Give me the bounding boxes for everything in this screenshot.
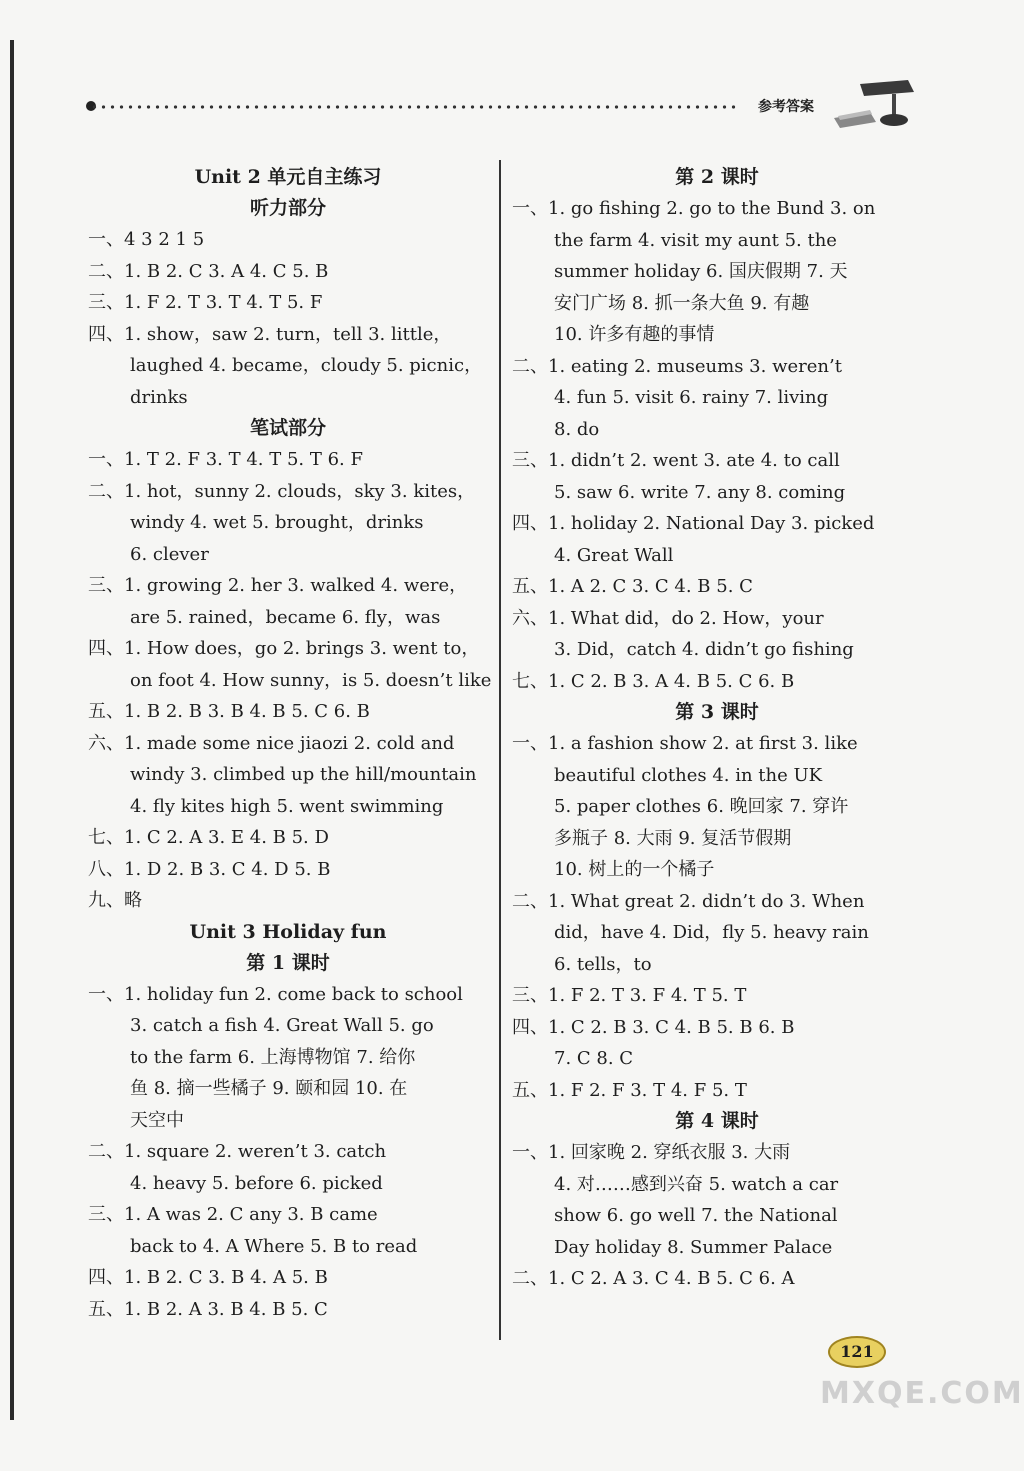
- answer-line: 二、1. eating 2. museums 3. weren’t: [512, 355, 842, 377]
- answer-line: 三、1. F 2. T 3. T 4. T 5. F: [88, 292, 323, 313]
- answer-line-continued: 6. tells，to: [554, 953, 652, 975]
- answer-line: 一、1. a fashion show 2. at first 3. like: [512, 733, 858, 754]
- answer-line: 七、1. C 2. A 3. E 4. B 5. D: [88, 827, 329, 848]
- answer-line-continued: back to 4. A Where 5. B to read: [130, 1235, 418, 1257]
- answer-line: 五、1. B 2. B 3. B 4. B 5. C 6. B: [88, 701, 370, 722]
- answer-line-continued: 多瓶子 8. 大雨 9. 复活节假期: [554, 827, 792, 849]
- column-divider: [499, 160, 501, 1340]
- answer-line: 四、1. show，saw 2. turn，tell 3. little，: [88, 323, 452, 345]
- page-edge-bar: [10, 40, 14, 1420]
- answer-line: 四、1. How does，go 2. brings 3. went to，: [88, 638, 480, 659]
- answer-line: 三、1. didn’t 2. went 3. ate 4. to call: [512, 450, 840, 471]
- answer-line-continued: 8. do: [554, 418, 600, 440]
- section-title: 第 4 课时: [675, 1110, 759, 1132]
- answer-line-continued: 4. 对……感到兴奋 5. watch a car: [554, 1173, 839, 1195]
- answer-line: 五、1. A 2. C 3. C 4. B 5. C: [512, 576, 753, 597]
- answer-line: 二、1. hot，sunny 2. clouds，sky 3. kites，: [88, 480, 476, 502]
- answer-column-left: [88, 162, 492, 1325]
- answer-line: 六、1. made some nice jiaozi 2. cold and: [88, 732, 455, 754]
- answer-line-continued: 天空中: [130, 1109, 184, 1131]
- answer-line: 二、1. B 2. C 3. A 4. C 5. B: [88, 260, 329, 282]
- page-header: [90, 92, 950, 122]
- answer-line-continued: to the farm 6. 上海博物馆 7. 给你: [130, 1046, 416, 1068]
- answer-line-continued: 3. catch a fish 4. Great Wall 5. go: [130, 1015, 434, 1036]
- answer-line-continued: windy 4. wet 5. brought，drinks: [130, 512, 424, 533]
- answer-line: 五、1. B 2. A 3. B 4. B 5. C: [88, 1298, 328, 1320]
- answer-line-continued: summer holiday 6. 国庆假期 7. 天: [554, 261, 848, 282]
- answer-line-continued: 10. 树上的一个橘子: [554, 859, 715, 880]
- section-title: Unit 3 Holiday fun: [189, 920, 387, 943]
- answer-line-continued: on foot 4. How sunny，is 5. doesn’t like: [130, 669, 492, 691]
- answer-line-continued: did，have 4. Did，fly 5. heavy rain: [554, 922, 869, 943]
- page-number: 121: [828, 1336, 886, 1368]
- header-dotted-rule: [90, 104, 740, 110]
- answer-line-continued: 4. fly kites high 5. went swimming: [130, 795, 444, 817]
- answer-line: 一、1. holiday fun 2. come back to school: [88, 983, 463, 1005]
- answer-line-continued: 4. heavy 5. before 6. picked: [130, 1172, 383, 1194]
- answer-line-continued: the farm 4. visit my aunt 5. the: [554, 229, 837, 251]
- section-title: 听力部分: [249, 197, 326, 219]
- header-label: 参考答案: [758, 99, 814, 115]
- answer-column-right: [512, 162, 922, 1295]
- answer-line: 七、1. C 2. B 3. A 4. B 5. C 6. B: [512, 670, 795, 692]
- desk-lamp-icon: [830, 78, 930, 130]
- answer-line-continued: 5. saw 6. write 7. any 8. coming: [554, 481, 846, 503]
- answer-line: 二、1. C 2. A 3. C 4. B 5. C 6. A: [512, 1268, 795, 1289]
- answer-line: 三、1. A was 2. C any 3. B came: [88, 1204, 378, 1225]
- answer-line-continued: 鱼 8. 摘一些橘子 9. 颐和园 10. 在: [130, 1078, 408, 1099]
- answer-line: 一、1. T 2. F 3. T 4. T 5. T 6. F: [88, 449, 363, 470]
- answer-line-continued: windy 3. climbed up the hill/mountain: [130, 764, 477, 785]
- answer-line: 一、4 3 2 1 5: [88, 229, 205, 250]
- answer-line-continued: 3. Did，catch 4. didn’t go fishing: [554, 639, 854, 660]
- answer-line-continued: 7. C 8. C: [554, 1048, 634, 1069]
- section-title: 笔试部分: [249, 417, 326, 439]
- answer-line: 四、1. B 2. C 3. B 4. A 5. B: [88, 1267, 328, 1288]
- answer-line: 四、1. holiday 2. National Day 3. picked: [512, 513, 875, 534]
- answer-line-continued: 安门广场 8. 抓一条大鱼 9. 有趣: [554, 292, 810, 314]
- section-title: Unit 2 单元自主练习: [194, 166, 382, 188]
- watermark-text: MXQE.COM: [820, 1376, 1024, 1411]
- section-title: 第 1 课时: [246, 951, 330, 974]
- answer-line-continued: 4. Great Wall: [554, 544, 674, 566]
- answer-line: 三、1. growing 2. her 3. walked 4. were，: [88, 575, 468, 596]
- answer-line-continued: show 6. go well 7. the National: [554, 1205, 838, 1226]
- answer-line-continued: laughed 4. became，cloudy 5. picnic，: [130, 355, 483, 376]
- answer-line: 三、1. F 2. T 3. F 4. T 5. T: [512, 985, 747, 1006]
- answer-line: 五、1. F 2. F 3. T 4. F 5. T: [512, 1079, 747, 1101]
- answer-line: 九、略: [88, 890, 142, 911]
- section-title: 第 3 课时: [675, 701, 759, 723]
- answer-line-continued: Day holiday 8. Summer Palace: [554, 1236, 833, 1258]
- answer-line-continued: 5. paper clothes 6. 晚回家 7. 穿许: [554, 796, 849, 817]
- answer-line-continued: 6. clever: [130, 543, 209, 565]
- answer-line: 一、1. go fishing 2. go to the Bund 3. on: [512, 198, 876, 219]
- answer-line-continued: beautiful clothes 4. in the UK: [554, 764, 823, 786]
- answer-line-continued: 4. fun 5. visit 6. rainy 7. living: [554, 387, 829, 408]
- answer-line: 二、1. square 2. weren’t 3. catch: [88, 1141, 387, 1162]
- answer-line: 六、1. What did，do 2. How，your: [512, 607, 824, 629]
- answer-line: 二、1. What great 2. didn’t do 3. When: [512, 890, 865, 912]
- answer-line: 八、1. D 2. B 3. C 4. D 5. B: [88, 858, 331, 880]
- section-title: 第 2 课时: [675, 166, 759, 188]
- answer-line: 一、1. 回家晚 2. 穿纸衣服 3. 大雨: [512, 1142, 791, 1163]
- answer-line: 四、1. C 2. B 3. C 4. B 5. B 6. B: [512, 1016, 795, 1038]
- answer-line-continued: drinks: [130, 386, 188, 408]
- answer-line-continued: 10. 许多有趣的事情: [554, 324, 715, 345]
- answer-line-continued: are 5. rained，became 6. fly，was: [130, 606, 441, 628]
